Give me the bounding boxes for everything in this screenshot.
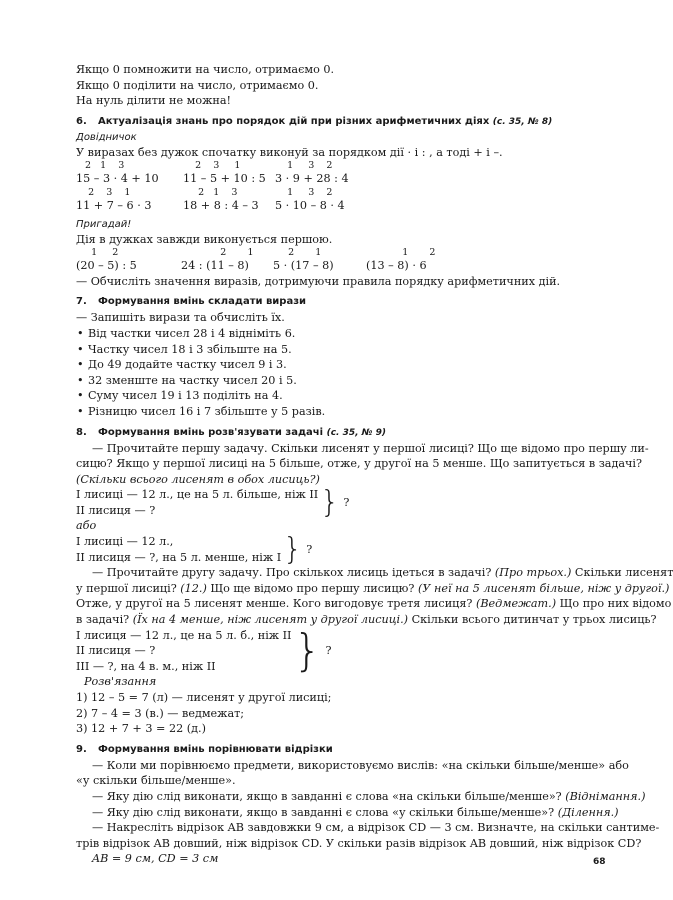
expression: 15 – 3 · 4 + 10 [76,172,159,186]
paragraph-line [76,596,672,612]
solution-step: 2) 7 – 4 = 3 (в.) — ведмежат; [76,706,245,720]
solution-label [76,674,600,690]
list-item: • 32 зменште на частку чисел 20 і 5. [76,373,600,389]
page-content [76,62,673,867]
text: Скільки лисенят [574,566,673,580]
task-text: — Обчисліть значення виразів, дотримуючи правила порядку арифметичних дій. [76,274,561,288]
order-marks: 2 1 [181,247,254,259]
intro-line: На нуль ділити не можна! [76,94,231,108]
solution-list [76,690,600,737]
paragraph-line: «у скільки більше/менше». [76,774,236,788]
section-9-heading [76,742,600,758]
text: у першої лисиці? [76,581,177,595]
section-title: Формування вмінь порівнювати відрізки [98,743,333,755]
condition-lines [76,628,291,675]
section-6-heading [76,114,600,130]
order-marks: 2 1 3 [76,160,125,172]
expression-row [76,171,600,187]
italic-or: або [76,519,97,533]
or-label [76,518,600,534]
italic-answer: (Ведмежат.) [475,597,557,611]
text: Скільки всього дитинчат у трьох лисиць? [411,613,657,627]
order-marks: 2 1 [273,247,322,259]
rule-text: У виразах без дужок спочатку виконуй за порядком дії · і : , а тоді + і –. [76,145,503,159]
order-marks: 1 3 2 [275,186,333,198]
order-marks: 2 3 1 [76,186,131,198]
text: Що про них відомо [559,597,672,611]
paragraph-line: — Прочитайте першу задачу. Скільки лисенят у першої лисиці? Що ще відомо про першу ли- [92,441,649,455]
brace-icon: } [283,531,303,567]
list-item: • Частку чисел 18 і 3 збільште на 5. [76,342,600,358]
task-text: — Запишіть вирази та обчисліть їх. [76,311,285,325]
condition-line: I лисиці — 12 л., [76,535,174,549]
italic-answer: (Їх на 4 менше, ніж лисенят у другої лисиці.) [132,613,409,627]
expression: 3 · 9 + 28 : 4 [275,172,349,186]
order-marks-row [76,187,600,198]
order-marks-row [76,247,600,258]
order-marks: 1 3 2 [275,160,333,172]
expression-row [76,258,600,274]
order-marks: 1 2 [366,247,436,259]
section-number: 9. [76,743,87,755]
italic-answer: AB = 9 см, CD = 3 см [92,852,219,866]
remember-label: Пригадай! [76,218,132,230]
expression: 11 – 5 + 10 : 5 [183,172,266,186]
order-marks: 1 2 [76,247,119,259]
paragraph-line: — Коли ми порівнюємо предмети, використовуємо вислів: «на скільки більше/менше» або [92,758,629,772]
section-title: Актуалізація знань про порядок дій при різних арифметичних діях [98,115,490,127]
solution-step: 1) 12 – 5 = 7 (л) — лисенят у другої лисиці; [76,691,332,704]
paragraph-line [76,789,646,805]
question-mark: ? [343,496,350,510]
section-number: 7. [76,296,87,308]
solution-step: 3) 12 + 7 + 3 = 22 (д.) [76,722,206,736]
paragraph-line: сицю? Якщо у першої лисиці на 5 більше, отже, у другої на 5 менше. Що запитується в задачі? [76,457,643,471]
condition-3 [76,625,600,677]
section-title: Формування вмінь розв'язувати задачі [98,426,324,438]
italic-answer: (Віднімання.) [565,789,646,803]
expression: 5 · 10 – 8 · 4 [275,198,345,212]
expression: 11 + 7 – 6 · 3 [76,198,152,212]
text: — Яку дію слід виконати, якщо в завданні є слова «на скільки більше/менше»? [92,789,562,803]
expression: (20 – 5) : 5 [76,259,137,273]
paragraph-line [76,565,673,581]
section-8-heading [76,425,600,441]
text: — Прочитайте другу задачу. Про скількох лисиць ідеться в задачі? [92,566,492,580]
text: — Яку дію слід виконати, якщо в завданні є слова «у скільки більше/менше»? [92,805,555,819]
brace-icon: } [320,484,340,520]
condition-2 [76,531,600,567]
condition-1 [76,484,600,520]
question-mark: ? [325,644,332,658]
expression: 24 : (11 – 8) [181,259,249,273]
page-number: 68 [593,857,606,867]
handbook-label: Довідничок [76,131,137,143]
expression: 18 + 8 : 4 – 3 [183,198,259,212]
italic-answer: (12.) [180,581,207,595]
list-item: • Різницю чисел 16 і 7 збільште у 5 разів. [76,404,600,420]
exercise-list [76,326,600,420]
intro-line: Якщо 0 поділити на число, отримаємо 0. [76,78,319,92]
section-number: 6. [76,115,87,127]
order-marks-row [76,160,600,171]
condition-line: II лисиця — ? [76,503,156,517]
order-marks: 2 1 3 [183,186,238,198]
italic-answer: (Про трьох.) [494,566,572,580]
condition-line: I лисиця — 12 л., це на 5 л. б., ніж II [76,628,292,642]
textbook-reference: (с. 35, № 9) [326,427,386,438]
condition-lines [76,534,281,565]
condition-line: III — ?, на 4 в. м., ніж II [76,659,216,673]
rule-text: Дія в дужках завжди виконується першою. [76,232,333,246]
text: в задачі? [76,613,130,627]
paragraph-line [76,805,619,821]
italic-answer: (Ділення.) [557,805,619,819]
expression-row [76,198,600,214]
italic-answer: (Скільки всього лисенят в обох лисиць?) [76,472,320,486]
italic-label: Розв'язання [84,675,157,689]
brace-icon: } [293,625,322,677]
section-title: Формування вмінь складати вирази [98,296,307,308]
section-number: 8. [76,426,87,438]
intro-line: Якщо 0 помножити на число, отримаємо 0. [76,63,335,76]
textbook-reference: (с. 35, № 8) [492,116,553,127]
intro-block [76,62,600,109]
condition-lines [76,487,318,518]
paragraph-line [76,581,670,597]
question-mark: ? [306,542,313,556]
text: Що ще відомо про першу лисицю? [210,581,415,595]
italic-answer: (У неї на 5 лисенят більше, ніж у другої.) [417,581,670,595]
paragraph-line: трів відрізок AB довший, ніж відрізок CD. У скільки разів відрізок AB довший, ніж відрізок CD? [76,836,642,850]
paragraph-line [76,612,657,628]
expression: (13 – 8) · 6 [366,259,427,273]
paragraph-line: — Накресліть відрізок AB завдовжки 9 см, а відрізок CD — 3 см. Визначте, на скільки сантиме- [92,821,660,835]
condition-line: I лисиці — 12 л., це на 5 л. більше, ніж II [76,488,319,502]
answer-line [76,851,600,867]
list-item: • Суму чисел 19 і 13 поділіть на 4. [76,388,600,404]
expression: 5 · (17 – 8) [273,259,334,273]
condition-line: II лисиця — ?, на 5 л. менше, ніж I [76,550,282,564]
text: Отже, у другої на 5 лисенят менше. Кого вигодовує третя лисиця? [76,597,473,611]
list-item: • Від частки чисел 28 і 4 відніміть 6. [76,326,600,342]
list-item: • До 49 додайте частку чисел 9 і 3. [76,357,600,373]
condition-line: II лисиця — ? [76,644,156,658]
order-marks: 2 3 1 [183,160,241,172]
section-7-heading [76,294,600,310]
